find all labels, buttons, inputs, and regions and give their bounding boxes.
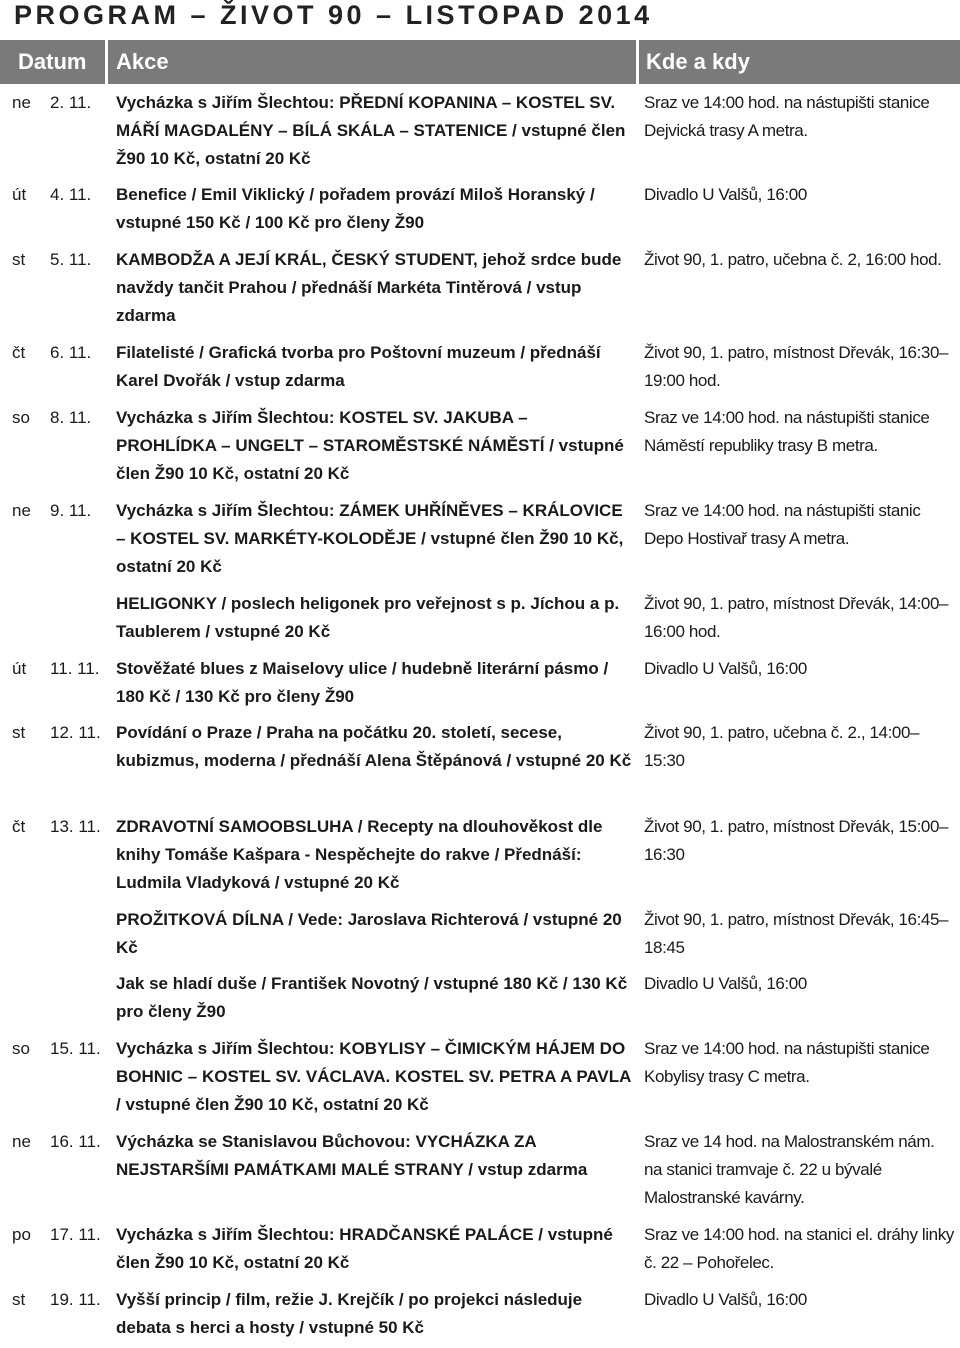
row-date: 16. 11. bbox=[50, 1132, 101, 1151]
row-date: 12. 11. bbox=[50, 723, 101, 742]
row-place-time: Život 90, 1. patro, místnost Dřevák, 15:00–16:30 bbox=[644, 817, 949, 864]
row-event: Benefice / Emil Viklický / pořadem provází Miloš Horanský / vstupné 150 Kč / 100 Kč pro členy Ž90 bbox=[116, 185, 595, 232]
row-day: so bbox=[12, 1039, 30, 1058]
row-place-time: Sraz ve 14:00 hod. na nástupišti stanice Kobylisy trasy C metra. bbox=[644, 1039, 930, 1086]
row-place-time: Život 90, 1. patro, učebna č. 2., 14:00–15:30 bbox=[644, 723, 920, 770]
row-day: ne bbox=[12, 93, 31, 112]
row-event: ZDRAVOTNÍ SAMOOBSLUHA / Recepty na dlouhověkost dle knihy Tomáše Kašpara - Nespěchejte do rakve / Přednáší: Ludmila Vladyková / vstupné 20 Kč bbox=[116, 817, 603, 892]
row-event: Stověžaté blues z Maiselovy ulice / hudebně literární pásmo / 180 Kč / 130 Kč pro členy Ž90 bbox=[116, 659, 609, 706]
header-kde-a-kdy: Kde a kdy bbox=[646, 49, 750, 74]
row-date: 8. 11. bbox=[50, 408, 92, 427]
row-place-time: Sraz ve 14:00 hod. na nástupišti stanice Dejvická trasy A metra. bbox=[644, 93, 930, 140]
row-day: čt bbox=[12, 817, 26, 836]
row-day: po bbox=[12, 1225, 31, 1244]
row-event: HELIGONKY / poslech heligonek pro veřejnost s p. Jíchou a p. Taublerem / vstupné 20 Kč bbox=[116, 594, 620, 641]
page-title: PROGRAM – ŽIVOT 90 – LISTOPAD 2014 bbox=[14, 0, 653, 30]
row-place-time: Sraz ve 14:00 hod. na stanici el. dráhy linky č. 22 – Pohořelec. bbox=[644, 1225, 954, 1272]
row-day: út bbox=[12, 185, 27, 204]
row-event: Vycházka s Jiřím Šlechtou: ZÁMEK UHŘÍNĚVES – KRÁLOVICE – KOSTEL SV. MARKÉTY-KOLODĚJE / vstupné člen Ž90 10 Kč, ostatní 20 Kč bbox=[116, 501, 624, 576]
row-place-time: Sraz ve 14:00 hod. na nástupišti stanice Náměstí republiky trasy B metra. bbox=[644, 408, 930, 455]
row-day: st bbox=[12, 1290, 26, 1309]
row-place-time: Život 90, 1. patro, místnost Dřevák, 16:45–18:45 bbox=[644, 910, 949, 957]
row-day: ne bbox=[12, 501, 31, 520]
row-event: Vycházka s Jiřím Šlechtou: KOSTEL SV. JAKUBA – PROHLÍDKA – UNGELT – STAROMĚSTSKÉ NÁMĚSTÍ / vstupné člen Ž90 10 Kč, ostatní 20 Kč bbox=[116, 408, 624, 483]
row-date: 9. 11. bbox=[50, 501, 92, 520]
row-event: Jak se hladí duše / František Novotný / vstupné 180 Kč / 130 Kč pro členy Ž90 bbox=[116, 974, 628, 1021]
row-place-time: Divadlo U Valšů, 16:00 bbox=[644, 1290, 807, 1309]
row-place-time: Sraz ve 14 hod. na Malostranském nám. na stanici tramvaje č. 22 u bývalé Malostranské kavárny. bbox=[644, 1132, 935, 1207]
row-place-time: Život 90, 1. patro, učebna č. 2, 16:00 hod. bbox=[644, 250, 942, 269]
row-day: st bbox=[12, 250, 26, 269]
row-day: ne bbox=[12, 1132, 31, 1151]
row-place-time: Život 90, 1. patro, místnost Dřevák, 16:30–19:00 hod. bbox=[644, 343, 949, 390]
row-event: Vyšší princip / film, režie J. Krejčík / po projekci následuje debata s herci a hosty / vstupné 50 Kč bbox=[116, 1290, 583, 1337]
row-place-time: Život 90, 1. patro, místnost Dřevák, 14:00–16:00 hod. bbox=[644, 594, 949, 641]
row-date: 19. 11. bbox=[50, 1290, 101, 1309]
row-event: KAMBODŽA A JEJÍ KRÁL, ČESKÝ STUDENT, jehož srdce bude navždy tančit Prahou / přednáší Markéta Tintěrová / vstup zdarma bbox=[116, 250, 622, 325]
row-event: Vycházka s Jiřím Šlechtou: HRADČANSKÉ PALÁCE / vstupné člen Ž90 10 Kč, ostatní 20 Kč bbox=[116, 1225, 613, 1272]
row-day: út bbox=[12, 659, 27, 678]
row-event: Vycházka s Jiřím Šlechtou: KOBYLISY – ČIMICKÝM HÁJEM DO BOHNIC – KOSTEL SV. VÁCLAVA. KOSTEL SV. PETRA A PAVLA / vstupné člen Ž90 10 Kč, ostatní 20 Kč bbox=[116, 1039, 631, 1114]
row-event: Filatelisté / Grafická tvorba pro Poštovní muzeum / přednáší Karel Dvořák / vstup zdarma bbox=[116, 343, 601, 390]
row-date: 6. 11. bbox=[50, 343, 92, 362]
row-place-time: Sraz ve 14:00 hod. na nástupišti stanic Depo Hostivař trasy A metra. bbox=[644, 501, 921, 548]
table-header bbox=[0, 40, 960, 84]
row-date: 11. 11. bbox=[50, 659, 100, 678]
row-place-time: Divadlo U Valšů, 16:00 bbox=[644, 185, 807, 204]
row-day: čt bbox=[12, 343, 26, 362]
row-date: 5. 11. bbox=[50, 250, 92, 269]
row-event: PROŽITKOVÁ DÍLNA / Vede: Jaroslava Richterová / vstupné 20 Kč bbox=[116, 910, 622, 957]
row-event: Vycházka s Jiřím Šlechtou: PŘEDNÍ KOPANINA – KOSTEL SV. MÁŘÍ MAGDALÉNY – BÍLÁ SKÁLA – STATENICE / vstupné člen Ž90 10 Kč, ostatní 20 Kč bbox=[116, 93, 626, 168]
header-divider bbox=[636, 40, 639, 84]
row-place-time: Divadlo U Valšů, 16:00 bbox=[644, 974, 807, 993]
row-event: Výcházka se Stanislavou Bůchovou: VYCHÁZKA ZA NEJSTARŠÍMI PAMÁTKAMI MALÉ STRANY / vstup zdarma bbox=[116, 1132, 588, 1179]
header-divider bbox=[105, 40, 108, 84]
row-date: 15. 11. bbox=[50, 1039, 101, 1058]
row-place-time: Divadlo U Valšů, 16:00 bbox=[644, 659, 807, 678]
row-day: st bbox=[12, 723, 26, 742]
row-date: 17. 11. bbox=[50, 1225, 101, 1244]
row-event: Povídání o Praze / Praha na počátku 20. století, secese, kubizmus, moderna / přednáší Alena Štěpánová / vstupné 20 Kč bbox=[116, 723, 632, 770]
row-day: so bbox=[12, 408, 30, 427]
row-date: 4. 11. bbox=[50, 185, 92, 204]
row-date: 2. 11. bbox=[50, 93, 92, 112]
row-date: 13. 11. bbox=[50, 817, 101, 836]
header-datum: Datum bbox=[18, 49, 87, 74]
header-akce: Akce bbox=[116, 49, 169, 74]
